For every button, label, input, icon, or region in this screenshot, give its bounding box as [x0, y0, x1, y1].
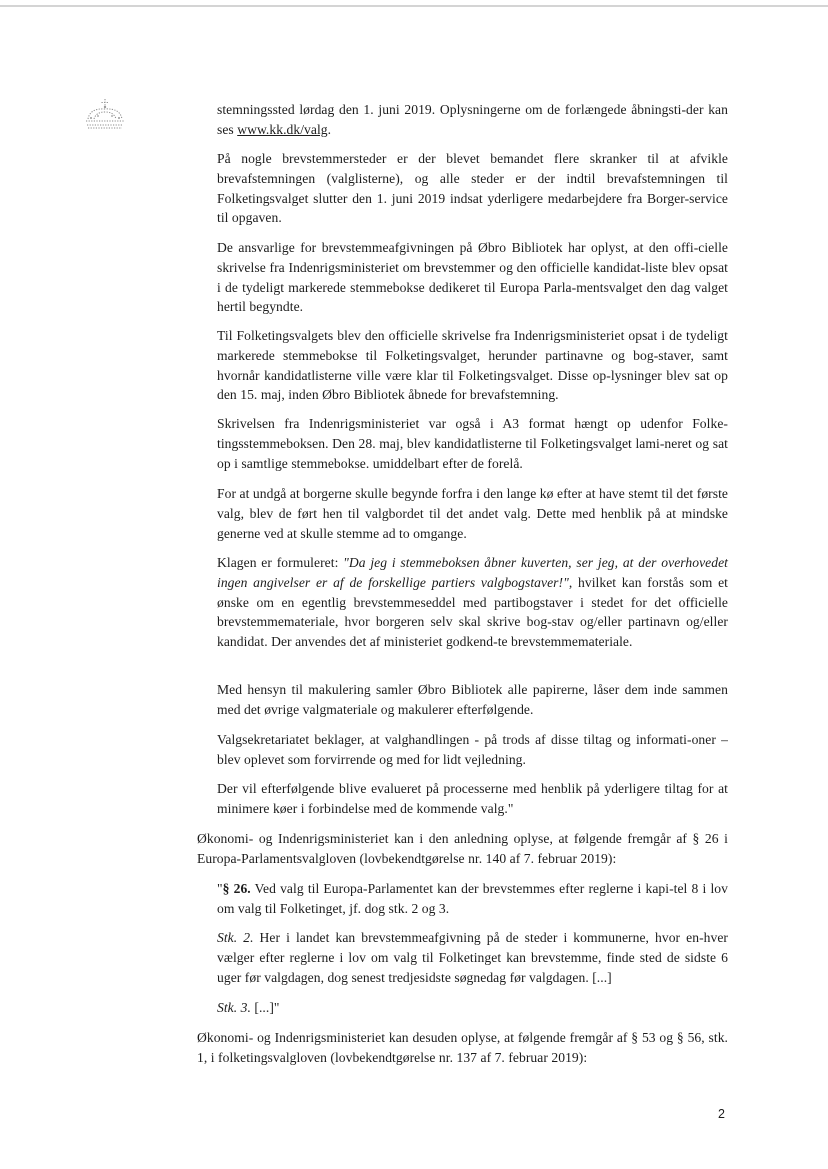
website-link[interactable]: www.kk.dk/valg [237, 121, 328, 137]
paragraph-ministeriet-26: Økonomi- og Indenrigsministeriet kan i den anledning oplyse, at følgende fremgår af § 26 i Europa-Parlamentsvalgloven (lovbekendtgørelse nr. 140 af 7. februar 2019): [197, 831, 728, 866]
paragraph-koe: For at undgå at borgerne skulle begynde forfra i den lange kø efter at have stemt til det første valg, blev de ført hen til valgbordet til det andet valg. Dette med henblik på at mindske generne ved at skulle stemme ad to omgange. [217, 486, 728, 541]
paragraph-klagen: Klagen er formuleret: "Da jeg i stemmeboksen åbner kuverten, ser jeg, at der overhovedet ingen angivelser er af de forskellige partiers valgbogstaver!", hvilket kan forstås som et ønske om en egentlig brevstemmeseddel med partibogstaver i stedet for det officielle brevstemmemateriale, hvor borgeren selv skal skrive bog-stav og/eller partinavn og/eller kandidat. Der anvendes det af ministeriet godkend-te brevstemmemateriale. [217, 555, 728, 650]
paragraph-skrivelsen: Skrivelsen fra Indenrigsministeriet var også i A3 format hængt op udenfor Folke-tingsstemmeboksen. Den 28. maj, blev kandidatlisterne til Folketingsvalget lami-neret og sat op i samtlige stemmebokse. umiddelbart efter de forelå. [217, 416, 728, 471]
section-marker: § 26. [222, 881, 251, 896]
paragraph-stk-2: Stk. 2. Her i landet kan brevstemmeafgivning på de steder i kommunerne, hvor en-hver vælger efter reglerne i lov om valg til Folketinget kan brevstemme, finde sted de sidste 6 uger før valgdagen, dog senest tredjesidste søgnedag før valgdagen. [...] [217, 930, 729, 985]
paragraph-evaluering: Der vil efterfølgende blive evalueret på processerne med henblik på yderligere tiltag for at minimere køer i forbindelse med de kommende valg." [217, 781, 728, 816]
top-edge-line [0, 5, 828, 7]
paragraph-makulering: Med hensyn til makulering samler Øbro Bibliotek alle papirerne, låser dem inde sammen med det øvrige valgmateriale og makulerer efterfølgende. [217, 682, 728, 717]
paragraph-oebro-ansvarlige: De ansvarlige for brevstemmeafgivningen på Øbro Bibliotek har oplyst, at den offi-cielle skrivelse fra Indenrigsministeriet om brevstemmer og den officielle kandidat-liste blev opsat i de tydeligt markerede stemmebokse dedikeret til Europa Parla-mentsvalget den dag valget hertil begyndte. [217, 240, 728, 315]
stk-label: Stk. 3. [217, 1000, 251, 1015]
paragraph-section-26: "§ 26. Ved valg til Europa-Parlamentet kan der brevstemmes efter reglerne i kapi-tel 8 i lov om valg til Folketinget, jf. dog stk. 2 og 3. [217, 881, 728, 916]
complaint-quote: "Da jeg i stemmeboksen åbner kuverten, ser jeg, at der overhovedet ingen angivelser er af de forskellige partiers valgbogstaver!" [217, 555, 728, 590]
crown-emblem-icon [82, 97, 128, 131]
page-number: 2 [718, 1107, 725, 1121]
paragraph-stk-3: Stk. 3. [...]" [217, 1000, 280, 1015]
paragraph-skranker: På nogle brevstemmersteder er der blevet bemandet flere skranker til at afvikle brevafstemningen (valglisterne), og alle steder er der indtil brevafstemningen til Folketingsvalget slutter den 1. juni 2019 indsat yderligere medarbejdere fra Borger-service til opgaven. [217, 151, 728, 226]
stk-label: Stk. 2. [217, 930, 254, 945]
paragraph-beklager: Valgsekretariatet beklager, at valghandlingen - på trods af disse tiltag og informati-oner – blev oplevet som forvirrende og med for lidt vejledning. [217, 732, 728, 767]
paragraph-folketingsvalg: Til Folketingsvalgets blev den officielle skrivelse fra Indenrigsministeriet opsat i de tydeligt markerede stemmebokse til Folketingsvalget, herunder partinavne og bog-staver, samt hvornår kandidatlisterne ville være klar til Folketingsvalget. Disse op-lysninger blev sat op den 15. maj, inden Øbro Bibliotek åbnede for brevafstemning. [217, 328, 728, 403]
paragraph-ministeriet-53: Økonomi- og Indenrigsministeriet kan desuden oplyse, at følgende fremgår af § 53 og § 56, stk. 1, i folketingsvalgloven (lovbekendtgørelse nr. 137 af 7. februar 2019): [197, 1030, 728, 1065]
paragraph-opening-hours: stemningssted lørdag den 1. juni 2019. Oplysningerne om de forlængede åbningsti-der kan ses www.kk.dk/valg. [217, 102, 728, 137]
